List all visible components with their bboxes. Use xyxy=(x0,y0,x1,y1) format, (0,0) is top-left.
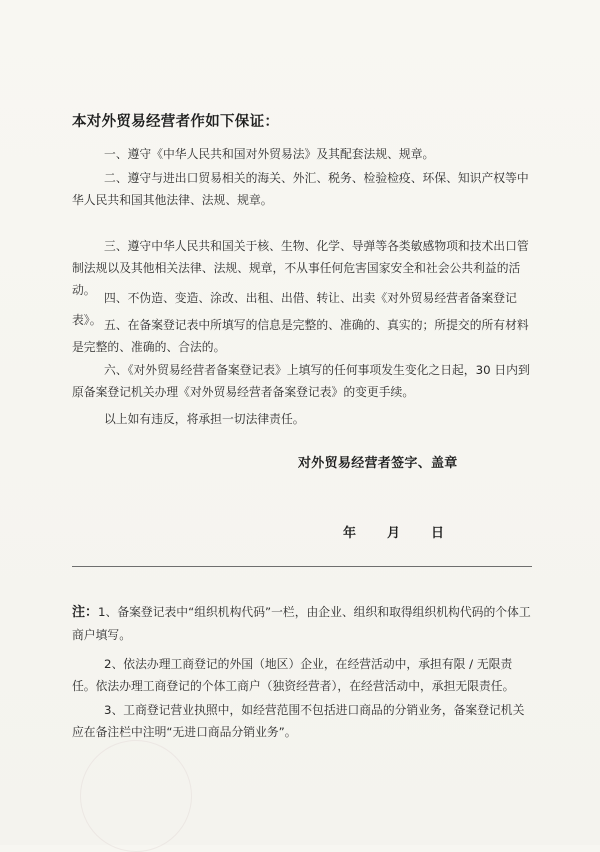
pledge-item-1 xyxy=(72,143,532,165)
document-heading: 本对外贸易经营者作如下保证： xyxy=(72,114,280,130)
pledge-item-4-text: 四、不伪造、变造、涂改、出租、出借、转让、出卖《对外贸易经营者备案登记表》。 xyxy=(72,291,517,327)
faint-stamp-mark xyxy=(80,740,192,852)
pledge-item-2 xyxy=(72,167,532,211)
note-item-1 xyxy=(72,601,532,646)
note-item-2 xyxy=(72,653,532,697)
note-item-1-text: 1、备案登记表中“组织机构代码”一栏，由企业、组织和取得组织机构代码的个体工商户填写。 xyxy=(72,605,531,642)
date-month-label: 月 xyxy=(387,526,401,541)
pledge-item-6 xyxy=(72,359,532,403)
pledge-item-5 xyxy=(72,314,532,358)
pledge-item-6-text: 六、《对外贸易经营者备案登记表》上填写的任何事项发生变化之日起，30 日内到原备案登记机关办理《对外贸易经营者备案登记表》的变更手续。 xyxy=(72,363,530,399)
pledge-closing-text: 以上如有违反，将承担一切法律责任。 xyxy=(104,412,305,426)
section-divider xyxy=(72,566,532,567)
pledge-closing xyxy=(72,408,532,430)
date-year-label: 年 xyxy=(343,526,357,541)
pledge-item-1-text: 一、遵守《中华人民共和国对外贸易法》及其配套法规、规章。 xyxy=(104,147,435,161)
note-item-3-text: 3、工商登记营业执照中，如经营范围不包括进口商品的分销业务，备案登记机关应在备注栏中注明“无进口商品分销业务”。 xyxy=(72,703,525,739)
note-item-3 xyxy=(72,699,532,743)
pledge-item-3-text: 三、遵守中华人民共和国关于核、生物、化学、导弹等各类敏感物项和技术出口管制法规以及其他相关法律、法规、规章，不从事任何危害国家安全和社会公共利益的活动。 xyxy=(72,239,529,297)
signature-label: 对外贸易经营者签字、盖章 xyxy=(298,456,458,471)
date-day-label: 日 xyxy=(431,526,445,541)
notes-label: 注： xyxy=(72,605,99,620)
note-item-2-text: 2、依法办理工商登记的外国（地区）企业，在经营活动中，承担有限 / 无限责任。依法办理工商登记的个体工商户（独资经营者），在经营活动中，承担无限责任。 xyxy=(72,657,515,693)
pledge-item-5-text: 五、在备案登记表中所填写的信息是完整的、准确的、真实的；所提交的所有材料是完整的、准确的、合法的。 xyxy=(72,318,529,354)
pledge-item-2-text: 二、遵守与进出口贸易相关的海关、外汇、税务、检验检疫、环保、知识产权等中华人民共和国其他法律、法规、规章。 xyxy=(72,171,529,207)
